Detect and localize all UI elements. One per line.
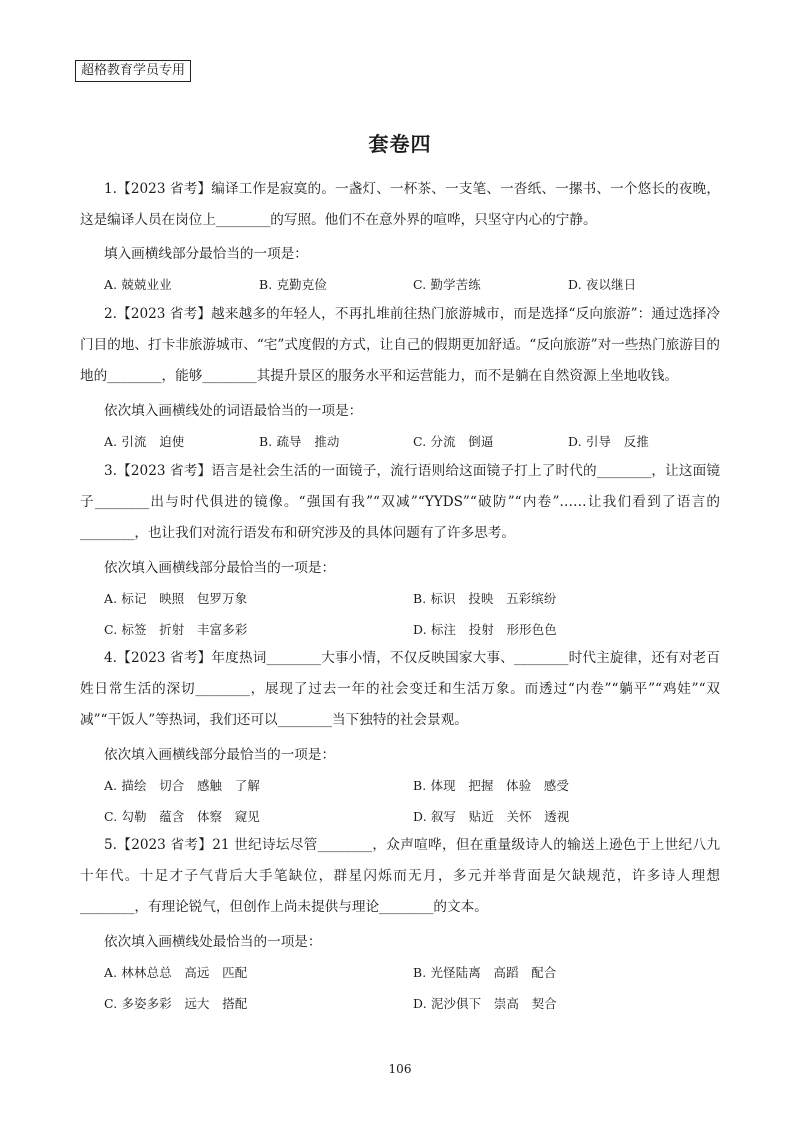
- question-4-option-d: D. 叙写 贴近 关怀 透视: [413, 809, 570, 824]
- question-5-text: 5.【2023 省考】21 世纪诗坛尽管________，众声喧哗，但在重量级诗人的输送上逊色于上世纪八九十年代。十足才子气背后大手笔缺位，群星闪烁而无月，多元并举背面是欠缺规范，许多诗人理想________，有理论锐气，但创作上尚未提供与理论________的文本。: [80, 837, 720, 915]
- question-5-option-d: D. 泥沙俱下 崇高 契合: [413, 996, 557, 1011]
- question-2-prompt: 依次填入画横线处的词语最恰当的一项是：: [104, 403, 363, 419]
- page-title: 套卷四: [368, 132, 432, 156]
- question-2-option-a: A. 引流 迫使: [104, 434, 185, 449]
- question-3-option-d: D. 标注 投射 形形色色: [413, 622, 557, 637]
- question-1-text: 1.【2023 省考】编译工作是寂寞的。一盏灯、一杯茶、一支笔、一沓纸、一摞书、一个悠长的夜晚，这是编译人员在岗位上________的写照。他们不在意外界的喧哗，只坚守内心的宁静。: [80, 181, 720, 228]
- question-4-prompt: 依次填入画横线部分最恰当的一项是：: [104, 747, 336, 763]
- question-4-option-b: B. 体现 把握 体验 感受: [413, 778, 570, 793]
- question-1-option-b: B. 克勤克俭: [259, 277, 327, 292]
- question-2-text: 2.【2023 省考】越来越多的年轻人，不再扎堆前往热门旅游城市，而是选择“反向旅游”：通过选择冷门目的地、打卡非旅游城市、“宅”式度假的方式，让自己的假期更加舒适。“反向旅游”对一些热门旅游目的地的________，能够________其提升景区的服务水平和运营能力，而不是躺在自然资源上坐地收钱。: [80, 306, 720, 384]
- question-3-text: 3.【2023 省考】语言是社会生活的一面镜子，流行语则给这面镜子打上了时代的________，让这面镜子________出与时代俱进的镜像。“强国有我”“双减”“YYDS”“破防”“内卷”……让我们看到了语言的________，也让我们对流行语发布和研究涉及的具体问题有了许多思考。: [80, 463, 720, 541]
- question-1-prompt: 填入画横线部分最恰当的一项是：: [104, 246, 308, 262]
- question-4-option-c: C. 勾勒 蕴含 体察 窥见: [104, 809, 261, 824]
- question-3-option-c: C. 标签 折射 丰富多彩: [104, 622, 248, 637]
- question-5-prompt: 依次填入画横线处最恰当的一项是：: [104, 934, 322, 950]
- question-5-option-a: A. 林林总总 高远 匹配: [104, 965, 248, 980]
- question-1-option-d: D. 夜以继日: [568, 277, 637, 292]
- question-2-option-c: C. 分流 倒逼: [413, 434, 494, 449]
- question-1-option-c: C. 勤学苦练: [413, 277, 481, 292]
- question-3-prompt: 依次填入画横线部分最恰当的一项是：: [104, 560, 336, 576]
- question-4-text: 4.【2023 省考】年度热词________大事小情，不仅反映国家大事、________时代主旋律，还有对老百姓日常生活的深切________，展现了过去一年的社会变迁和生活万象。而透过“内卷”“躺平”“鸡娃”“双减”“干饭人”等热词，我们还可以________当下独特的社会景观。: [80, 650, 720, 728]
- question-2-option-b: B. 疏导 推动: [259, 434, 340, 449]
- stamp-label: 超格教育学员专用: [75, 60, 191, 82]
- question-5-option-b: B. 光怪陆离 高蹈 配合: [413, 965, 557, 980]
- question-1-option-a: A. 兢兢业业: [104, 277, 172, 292]
- page-number: 106: [388, 1062, 412, 1076]
- question-2-option-d: D. 引导 反推: [568, 434, 649, 449]
- question-3-option-b: B. 标识 投映 五彩缤纷: [413, 591, 557, 606]
- question-5-option-c: C. 多姿多彩 远大 搭配: [104, 996, 248, 1011]
- question-3-option-a: A. 标记 映照 包罗万象: [104, 591, 248, 606]
- question-4-option-a: A. 描绘 切合 感触 了解: [104, 778, 260, 793]
